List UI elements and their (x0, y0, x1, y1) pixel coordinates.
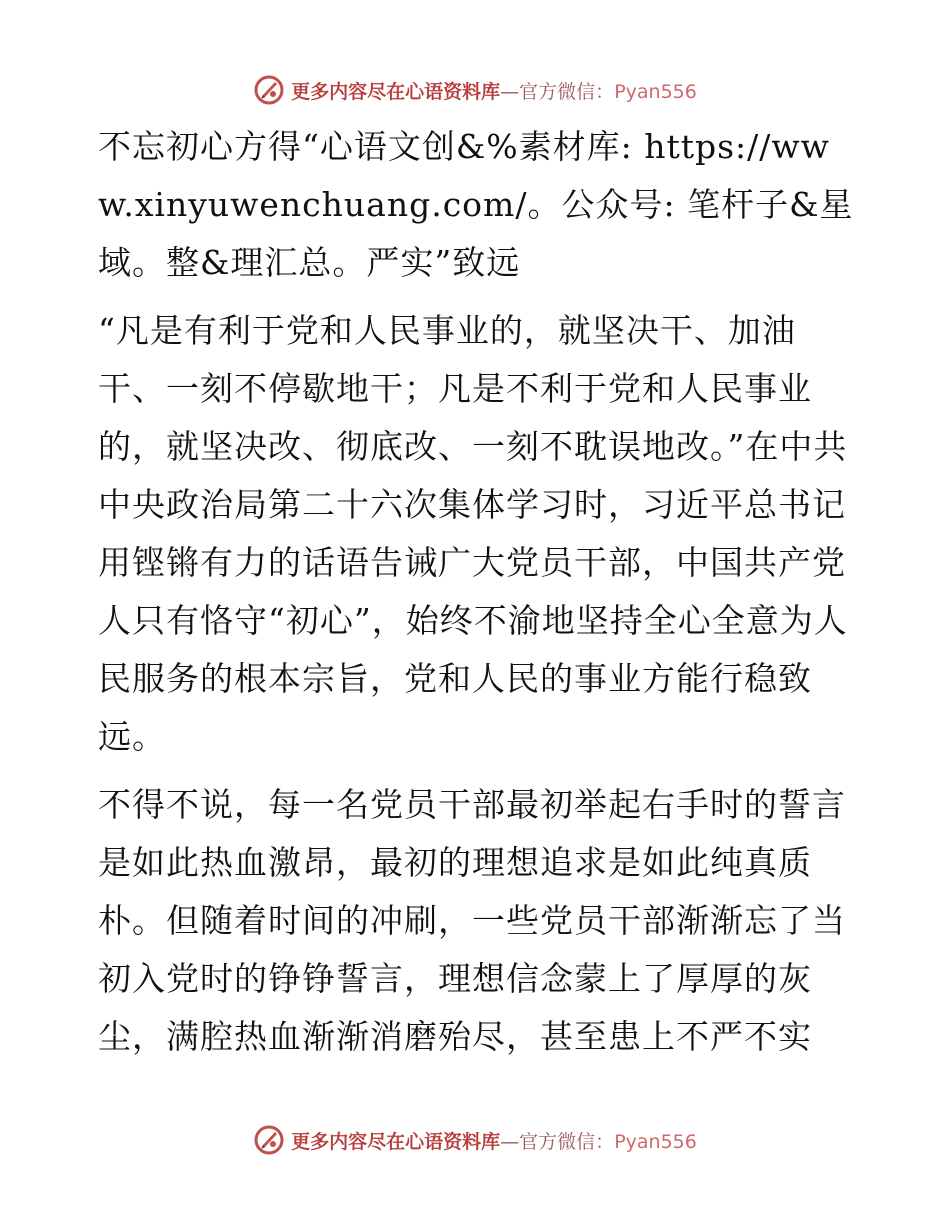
quill-seal-icon (253, 1124, 285, 1156)
banner-main-text: 更多内容尽在心语资料库 (291, 1130, 501, 1153)
footer-banner (0, 1120, 950, 1160)
footer-banner-text (291, 1127, 697, 1154)
banner-official-label: 官方微信： (519, 80, 615, 103)
banner-dash: — (500, 1130, 520, 1153)
footer-banner-content (253, 1124, 697, 1156)
document-body (98, 118, 858, 1076)
banner-official-label: 官方微信： (519, 1130, 615, 1153)
header-banner (0, 70, 950, 110)
banner-account: Pyan556 (614, 1130, 697, 1153)
paragraph-1: 不忘初心方得“心语文创&%素材库: https://www.xinyuwenchuang.com/。公众号: 笔杆子&星域。整&理汇总。严实”致远 (98, 127, 854, 282)
banner-dash: — (500, 80, 520, 103)
paragraph-2: “凡是有利于党和人民事业的，就坚决干、加油干、一刻不停歇地干；凡是不利于党和人民事业的，就坚决改、彻底改、一刻不耽误地改。”在中共中央政治局第二十六次集体学习时，习近平总书记用铿锵有力的话语告诫广大党员干部，中国共产党人只有恪守“初心”，始终不渝地坚持全心全意为人民服务的根本宗旨，党和人民的事业方能行稳致远。 (98, 311, 848, 756)
header-banner-content (253, 74, 697, 106)
banner-account: Pyan556 (614, 80, 697, 103)
paragraph-3: 不得不说，每一名党员干部最初举起右手时的誓言是如此热血激昂，最初的理想追求是如此纯真质朴。但随着时间的冲刷，一些党员干部渐渐忘了当初入党时的铮铮誓言，理想信念蒙上了厚厚的灰尘，满腔热血渐渐消磨殆尽，甚至患上不严不实 (98, 785, 846, 1056)
header-banner-text (291, 77, 697, 104)
banner-main-text: 更多内容尽在心语资料库 (291, 80, 501, 103)
quill-seal-icon (253, 74, 285, 106)
